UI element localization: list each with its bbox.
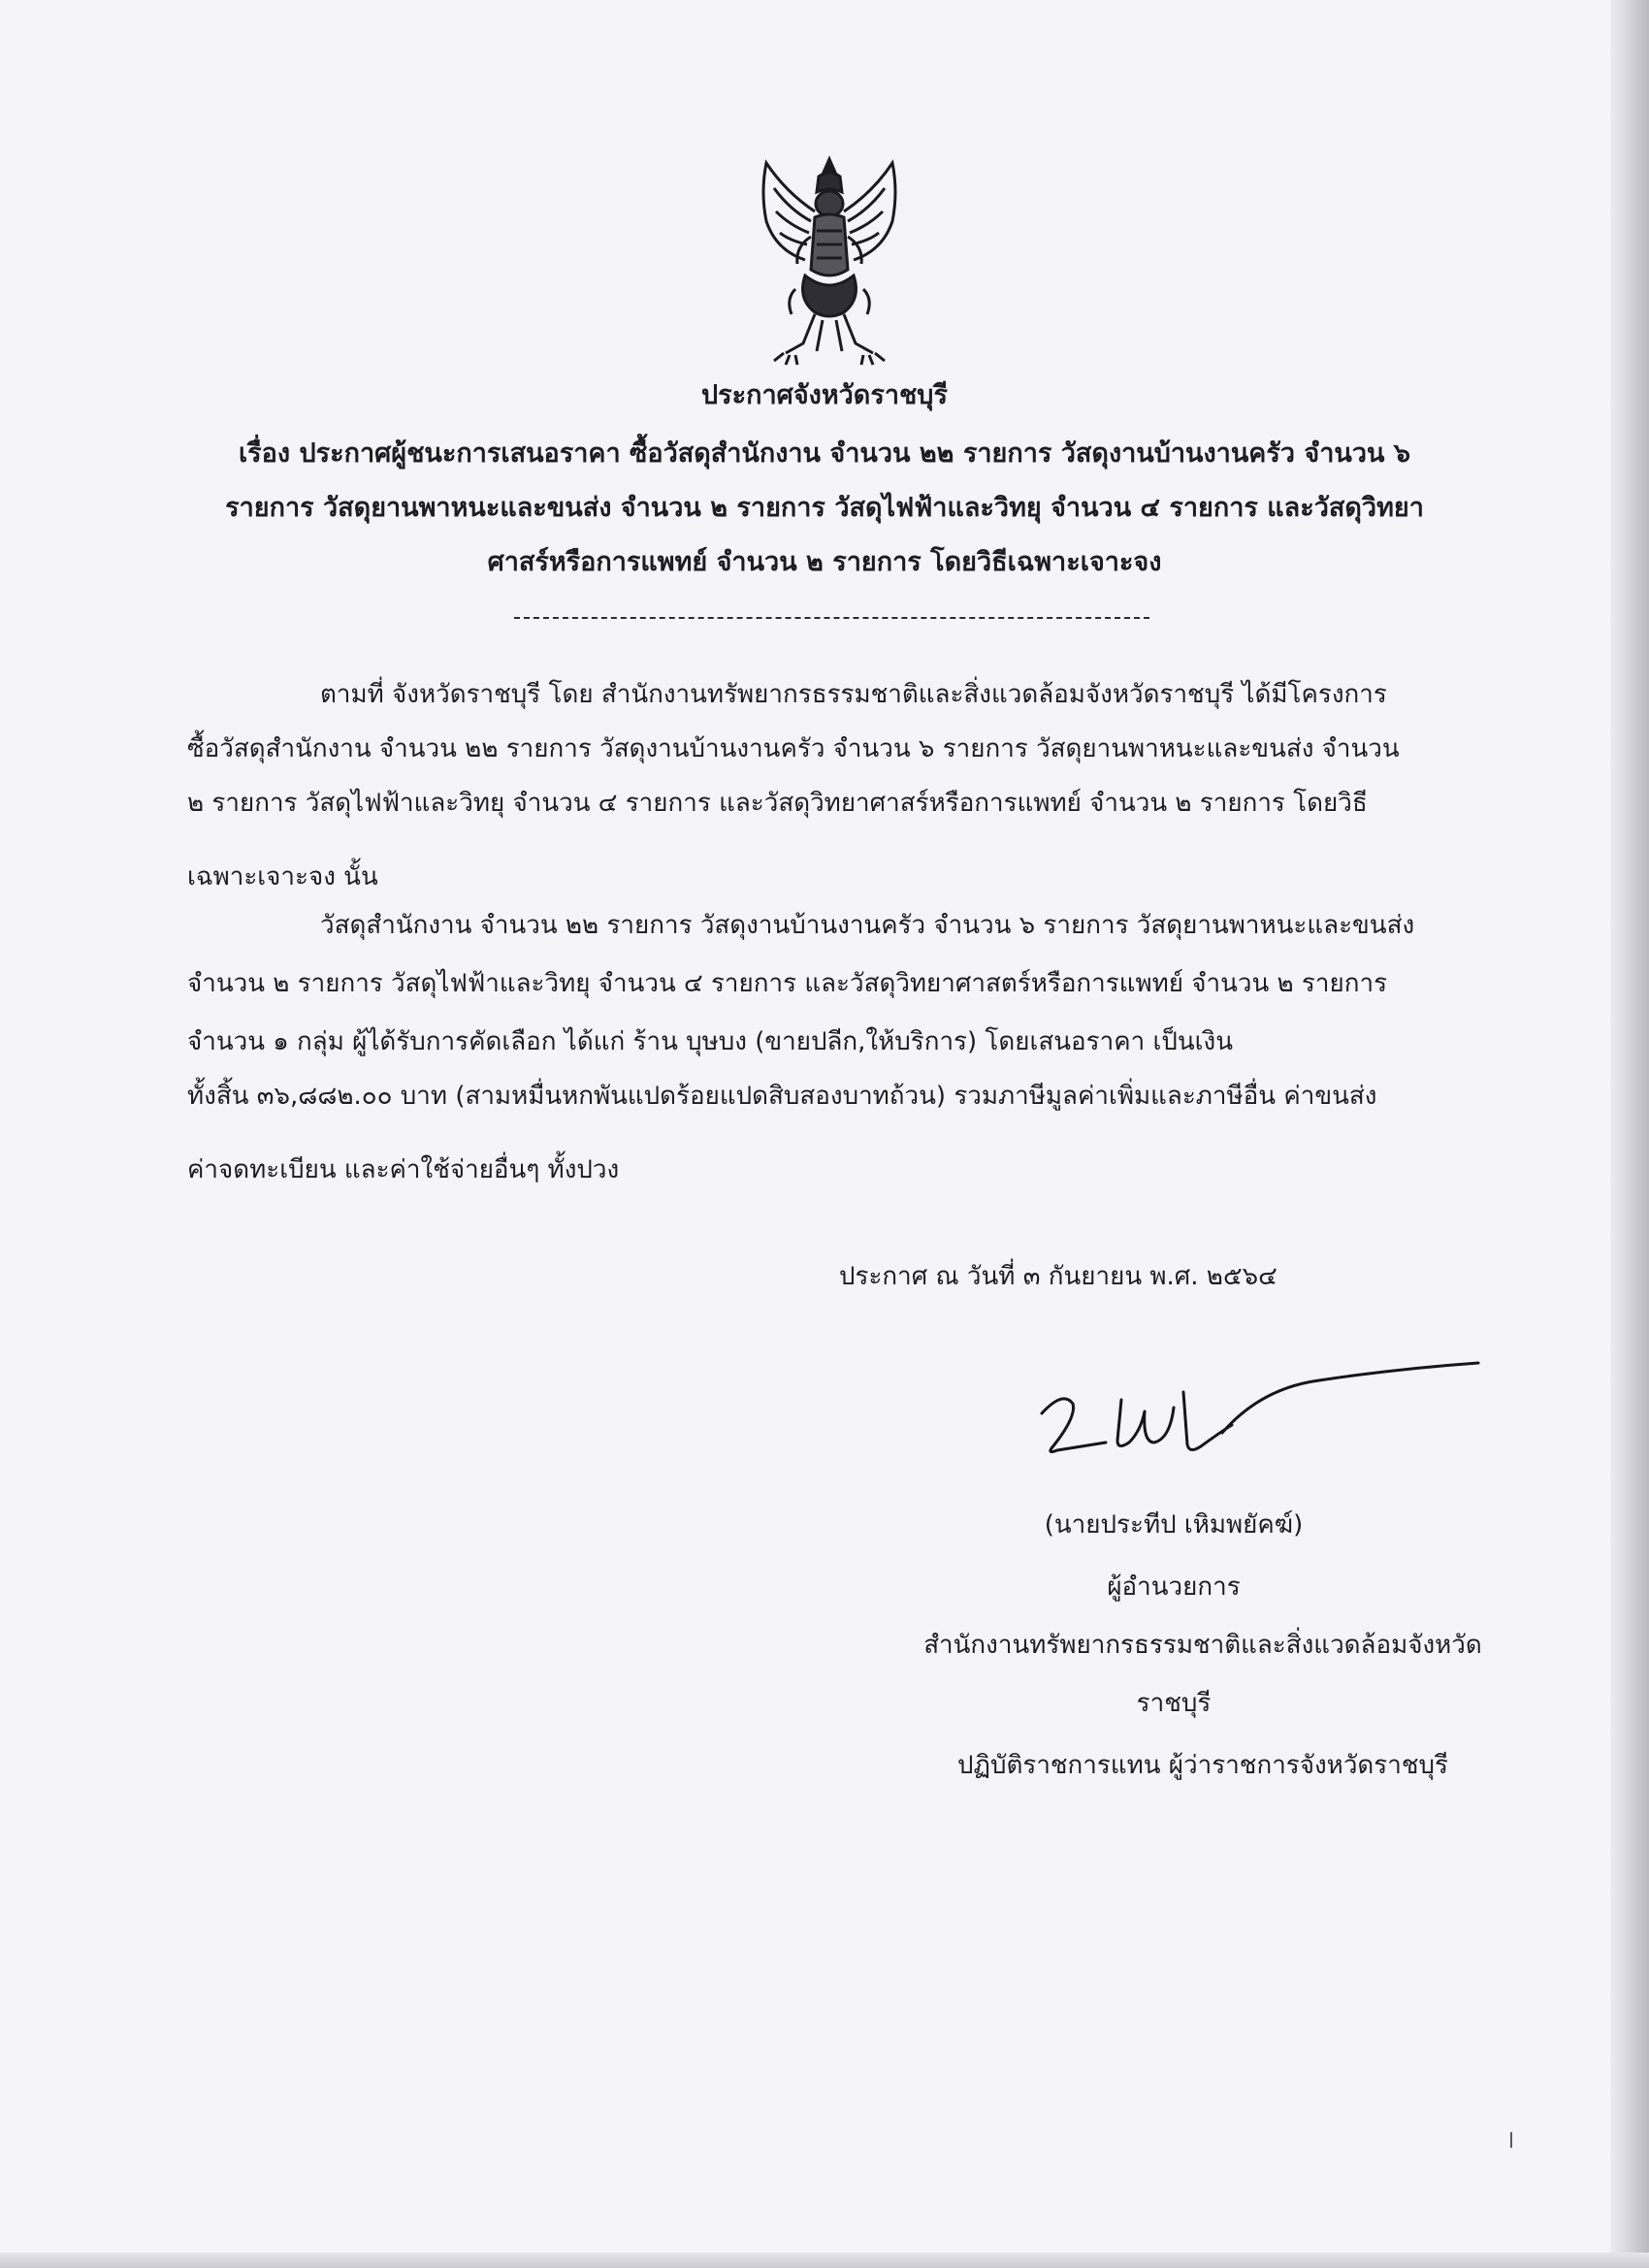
signer-office-line-1: สำนักงานทรัพยากรธรรมชาติและสิ่งแวดล้อมจังหวัด — [923, 1631, 1482, 1660]
garuda-emblem-icon — [747, 153, 912, 367]
announcement-date: ประกาศ ณ วันที่ ๓ กันยายน พ.ศ. ๒๕๖๔ — [839, 1262, 1277, 1291]
paragraph-2-line-2: จำนวน ๒ รายการ วัสดุไฟฟ้าและวิทยุ จำนวน ๔ รายการ และวัสดุวิทยาศาสตร์หรือการแพทย์ จำนวน ๒ รายการ — [187, 969, 1388, 998]
subject-line-2: รายการ วัสดุยานพาหนะและขนส่ง จำนวน ๒ รายการ วัสดุไฟฟ้าและวิทยุ จำนวน ๔ รายการ และวัสดุวิทยา — [225, 493, 1424, 523]
paragraph-1-line-3: ๒ รายการ วัสดุไฟฟ้าและวิทยุ จำนวน ๔ รายการ และวัสดุวิทยาศาสร์หรือการแพทย์ จำนวน ๒ รายการ โดยวิธี — [187, 789, 1368, 818]
paragraph-1-line-4: เฉพาะเจาะจง นั้น — [187, 862, 378, 891]
paragraph-2-line-5: ค่าจดทะเบียน และค่าใช้จ่ายอื่นๆ ทั้งปวง — [187, 1155, 620, 1184]
paragraph-1-line-1: ตามที่ จังหวัดราชบุรี โดย สำนักงานทรัพยากรธรรมชาติและสิ่งแวดล้อมจังหวัดราชบุรี ได้มีโครงการ — [320, 680, 1387, 709]
subject-line-1: เรื่อง ประกาศผู้ชนะการเสนอราคา ซื้อวัสดุสำนักงาน จำนวน ๒๒ รายการ วัสดุงานบ้านงานครัว จำนวน ๖ — [238, 438, 1411, 469]
signer-name: (นายประทีป เหิมพยัคฆ์) — [1044, 1510, 1304, 1539]
paragraph-2-line-1: วัสดุสำนักงาน จำนวน ๒๒ รายการ วัสดุงานบ้านงานครัว จำนวน ๖ รายการ วัสดุยานพาหนะและขนส่ง — [320, 911, 1415, 940]
signer-office-line-2: ราชบุรี — [1136, 1689, 1212, 1718]
scan-edge-right — [1610, 0, 1649, 2268]
paragraph-2-line-3: จำนวน ๑ กลุ่ม ผู้ได้รับการคัดเลือก ได้แก่ ร้าน บุษบง (ขายปลีก,ให้บริการ) โดยเสนอราคา เป็นเงิน — [187, 1027, 1233, 1056]
signer-position: ผู้อำนวยการ — [1107, 1572, 1241, 1602]
subject-line-3: ศาสร์หรือการแพทย์ จำนวน ๒ รายการ โดยวิธีเฉพาะเจาะจง — [487, 547, 1162, 577]
handwritten-signature-icon — [1028, 1353, 1494, 1484]
scan-edge-bottom — [0, 2252, 1649, 2268]
document-title: ประกาศจังหวัดราชบุรี — [701, 380, 948, 410]
paragraph-2-line-4: ทั้งสิ้น ๓๖,๘๘๒.๐๐ บาท (สามหมื่นหกพันแปดร้อยแปดสิบสองบาทถ้วน) รวมภาษีมูลค่าเพิ่มและภาษีอื่น ค่าขนส่ง — [187, 1082, 1377, 1111]
scan-mark-icon — [1507, 2130, 1515, 2150]
paragraph-1-line-2: ซื้อวัสดุสำนักงาน จำนวน ๒๒ รายการ วัสดุงานบ้านงานครัว จำนวน ๖ รายการ วัสดุยานพาหนะและขนส่ง จำนวน — [187, 734, 1400, 763]
signer-acting-for: ปฏิบัติราชการแทน ผู้ว่าราชการจังหวัดราชบุรี — [957, 1751, 1448, 1780]
separator-line — [514, 617, 1149, 619]
